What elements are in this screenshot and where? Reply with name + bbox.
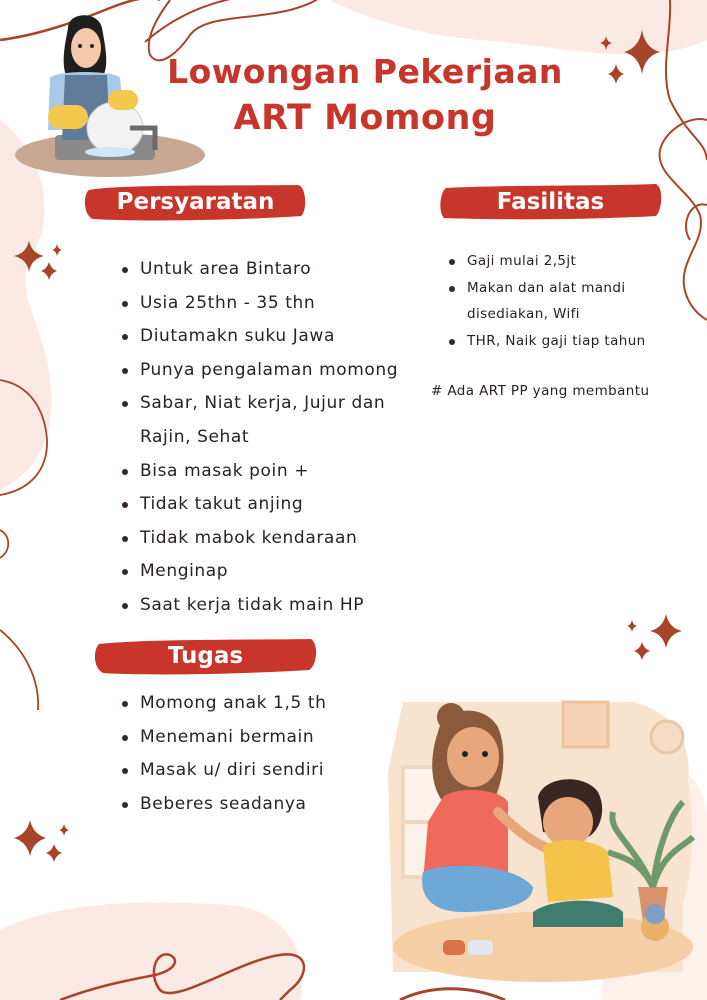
fasilitas-heading-badge: [438, 182, 663, 222]
list-item: Menemani bermain: [118, 721, 398, 755]
list-item: THR, Naik gaji tiap tahun: [445, 328, 675, 355]
list-item: Tidak mabok kendaraan: [118, 522, 418, 556]
list-item: Makan dan alat mandi: [445, 275, 675, 302]
fasilitas-note: # Ada ART PP yang membantu: [431, 383, 650, 399]
tugas-heading: Tugas: [167, 643, 244, 669]
list-item: Bisa masak poin +: [118, 455, 418, 489]
fasilitas-heading: Fasilitas: [496, 189, 605, 215]
list-item-continuation: Rajin, Sehat: [140, 426, 250, 447]
list-item: Sabar, Niat kerja, Jujur dan: [118, 387, 418, 421]
fasilitas-list: [445, 248, 675, 354]
persyaratan-list: [118, 253, 418, 623]
list-item: Momong anak 1,5 th: [118, 687, 398, 721]
sparkle-icon-top-right: [590, 28, 665, 88]
list-item: Diutamakn suku Jawa: [118, 320, 418, 354]
list-item: Punya pengalaman momong: [118, 354, 418, 388]
title-line-2: ART Momong: [233, 98, 497, 138]
list-item: Usia 25thn - 35 thn: [118, 287, 418, 321]
persyaratan-heading-badge: [83, 182, 308, 222]
tugas-list: [118, 687, 398, 821]
list-item: Saat kerja tidak main HP: [118, 589, 418, 623]
woman-washing-dishes-illustration: [10, 10, 205, 178]
list-item: Untuk area Bintaro: [118, 253, 418, 287]
title-line-1: Lowongan Pekerjaan: [167, 52, 563, 91]
sparkle-icon-left: [12, 238, 67, 286]
list-item-continuation: disediakan, Wifi: [467, 306, 580, 322]
persyaratan-heading: Persyaratan: [116, 189, 275, 215]
list-item: Gaji mulai 2,5jt: [445, 248, 675, 275]
sparkle-icon-mid-right: [622, 612, 687, 662]
list-item: Beberes seadanya: [118, 788, 398, 822]
list-item: Menginap: [118, 555, 418, 589]
tugas-heading-badge: [93, 636, 318, 676]
list-item: Masak u/ diri sendiri: [118, 754, 398, 788]
list-item: Tidak takut anjing: [118, 488, 418, 522]
nanny-with-child-illustration: [383, 672, 701, 990]
sparkle-icon-bottom-left: [12, 818, 72, 868]
